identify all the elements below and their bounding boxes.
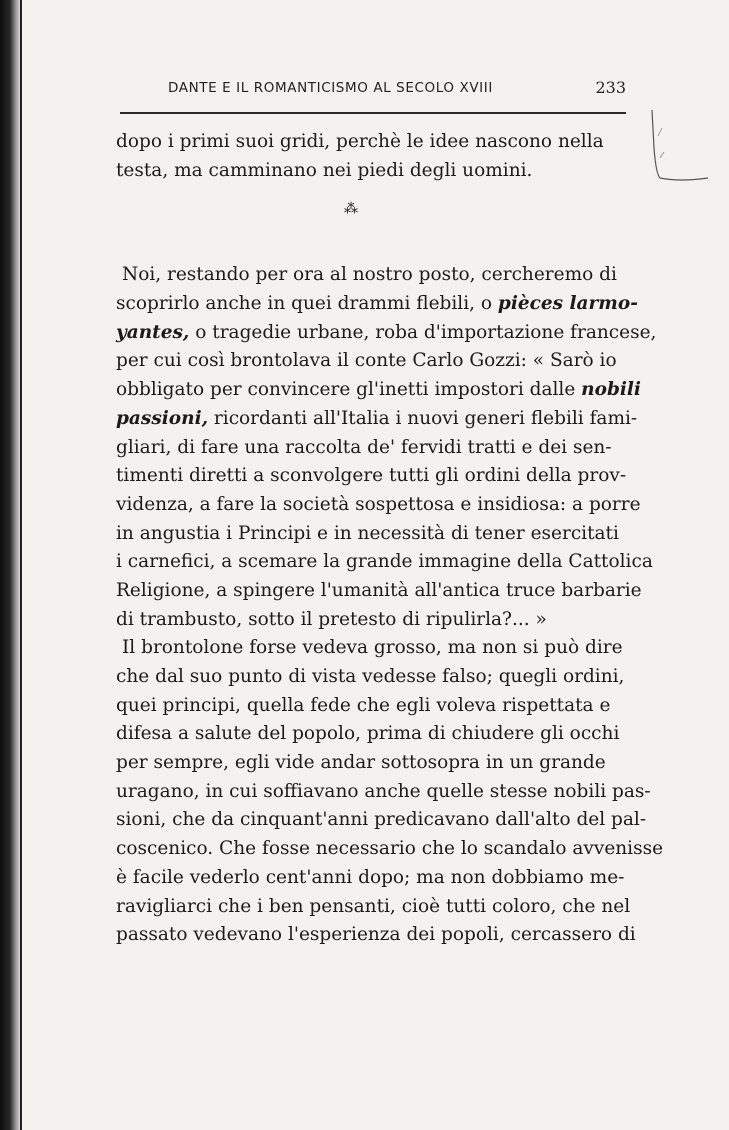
text-line: scoprirlo anche in quei drammi flebili, o pièces larmo- xyxy=(116,293,638,315)
text-line: videnza, a fare la società sospettosa e insidiosa: a porre xyxy=(116,493,641,515)
page-number: 233 xyxy=(595,78,626,97)
page-binding-shadow xyxy=(0,0,22,1130)
italic-phrase: pièces larmo- xyxy=(497,293,638,315)
text-line: Noi, restando per ora al nostro posto, cercheremo di xyxy=(122,264,617,286)
text-line: timenti diretti a sconvolgere tutti gli ordini della prov- xyxy=(116,465,627,487)
running-title: DANTE E IL ROMANTICISMO AL SECOLO XVIII xyxy=(168,80,493,96)
italic-phrase: nobili xyxy=(581,379,641,401)
text-line: è facile vederlo cent'anni dopo; ma non dobbiamo me- xyxy=(116,866,625,888)
section-break xyxy=(116,185,626,261)
text-line: ravigliarci che i ben pensanti, cioè tutti coloro, che nel xyxy=(116,895,631,917)
body-text xyxy=(116,128,664,950)
text-line: quei principi, quella fede che egli voleva rispettata e xyxy=(116,694,611,716)
text-line: coscenico. Che fosse necessario che lo scandalo avvenisse xyxy=(116,838,664,860)
italic-phrase: passioni, xyxy=(116,407,209,429)
text-line: passato vedevano l'esperienza dei popoli, cercassero di xyxy=(116,924,636,946)
text-line: di trambusto, sotto il pretesto di ripulirla?... » xyxy=(116,608,547,630)
text-line: Religione, a spingere l'umanità all'antica truce barbarie xyxy=(116,579,642,601)
italic-phrase: yantes, xyxy=(116,321,190,343)
text-line: testa, ma camminano nei piedi degli uomini. xyxy=(116,159,533,181)
text-line: dopo i primi suoi gridi, perchè le idee nascono nella xyxy=(116,131,604,152)
text-line: obbligato per convincere gl'inetti impostori dalle nobili xyxy=(116,379,641,401)
page-header xyxy=(120,78,626,104)
margin-pencil-mark xyxy=(650,108,710,188)
text-line: in angustia i Principi e in necessità di tener esercitati xyxy=(116,522,619,544)
text-line: sioni, che da cinquant'anni predicavano dall'alto del pal- xyxy=(116,809,647,831)
text-line: che dal suo punto di vista vedesse falso; quegli ordini, xyxy=(116,666,625,687)
text-line: uragano, in cui soffiavano anche quelle stesse nobili pas- xyxy=(116,780,651,802)
text-line: per sempre, egli vide andar sottosopra in un grande xyxy=(116,752,606,774)
text-line: yantes, o tragedie urbane, roba d'importazione francese, xyxy=(116,321,657,343)
page-binding-line xyxy=(20,0,22,1130)
text-line: per cui così brontolava il conte Carlo Gozzi: « Sarò io xyxy=(116,350,617,372)
asterism: ⁂ xyxy=(344,201,358,218)
text-line: difesa a salute del popolo, prima di chiudere gli occhi xyxy=(116,723,620,745)
header-rule xyxy=(120,112,626,114)
text-line: gliari, di fare una raccolta de' fervidi tratti e dei sen- xyxy=(116,436,612,458)
text-line: Il brontolone forse vedeva grosso, ma non si può dire xyxy=(122,637,623,659)
text-line: passioni, ricordanti all'Italia i nuovi generi flebili fami- xyxy=(116,407,638,429)
text-line: i carnefici, a scemare la grande immagine della Cattolica xyxy=(116,551,653,573)
